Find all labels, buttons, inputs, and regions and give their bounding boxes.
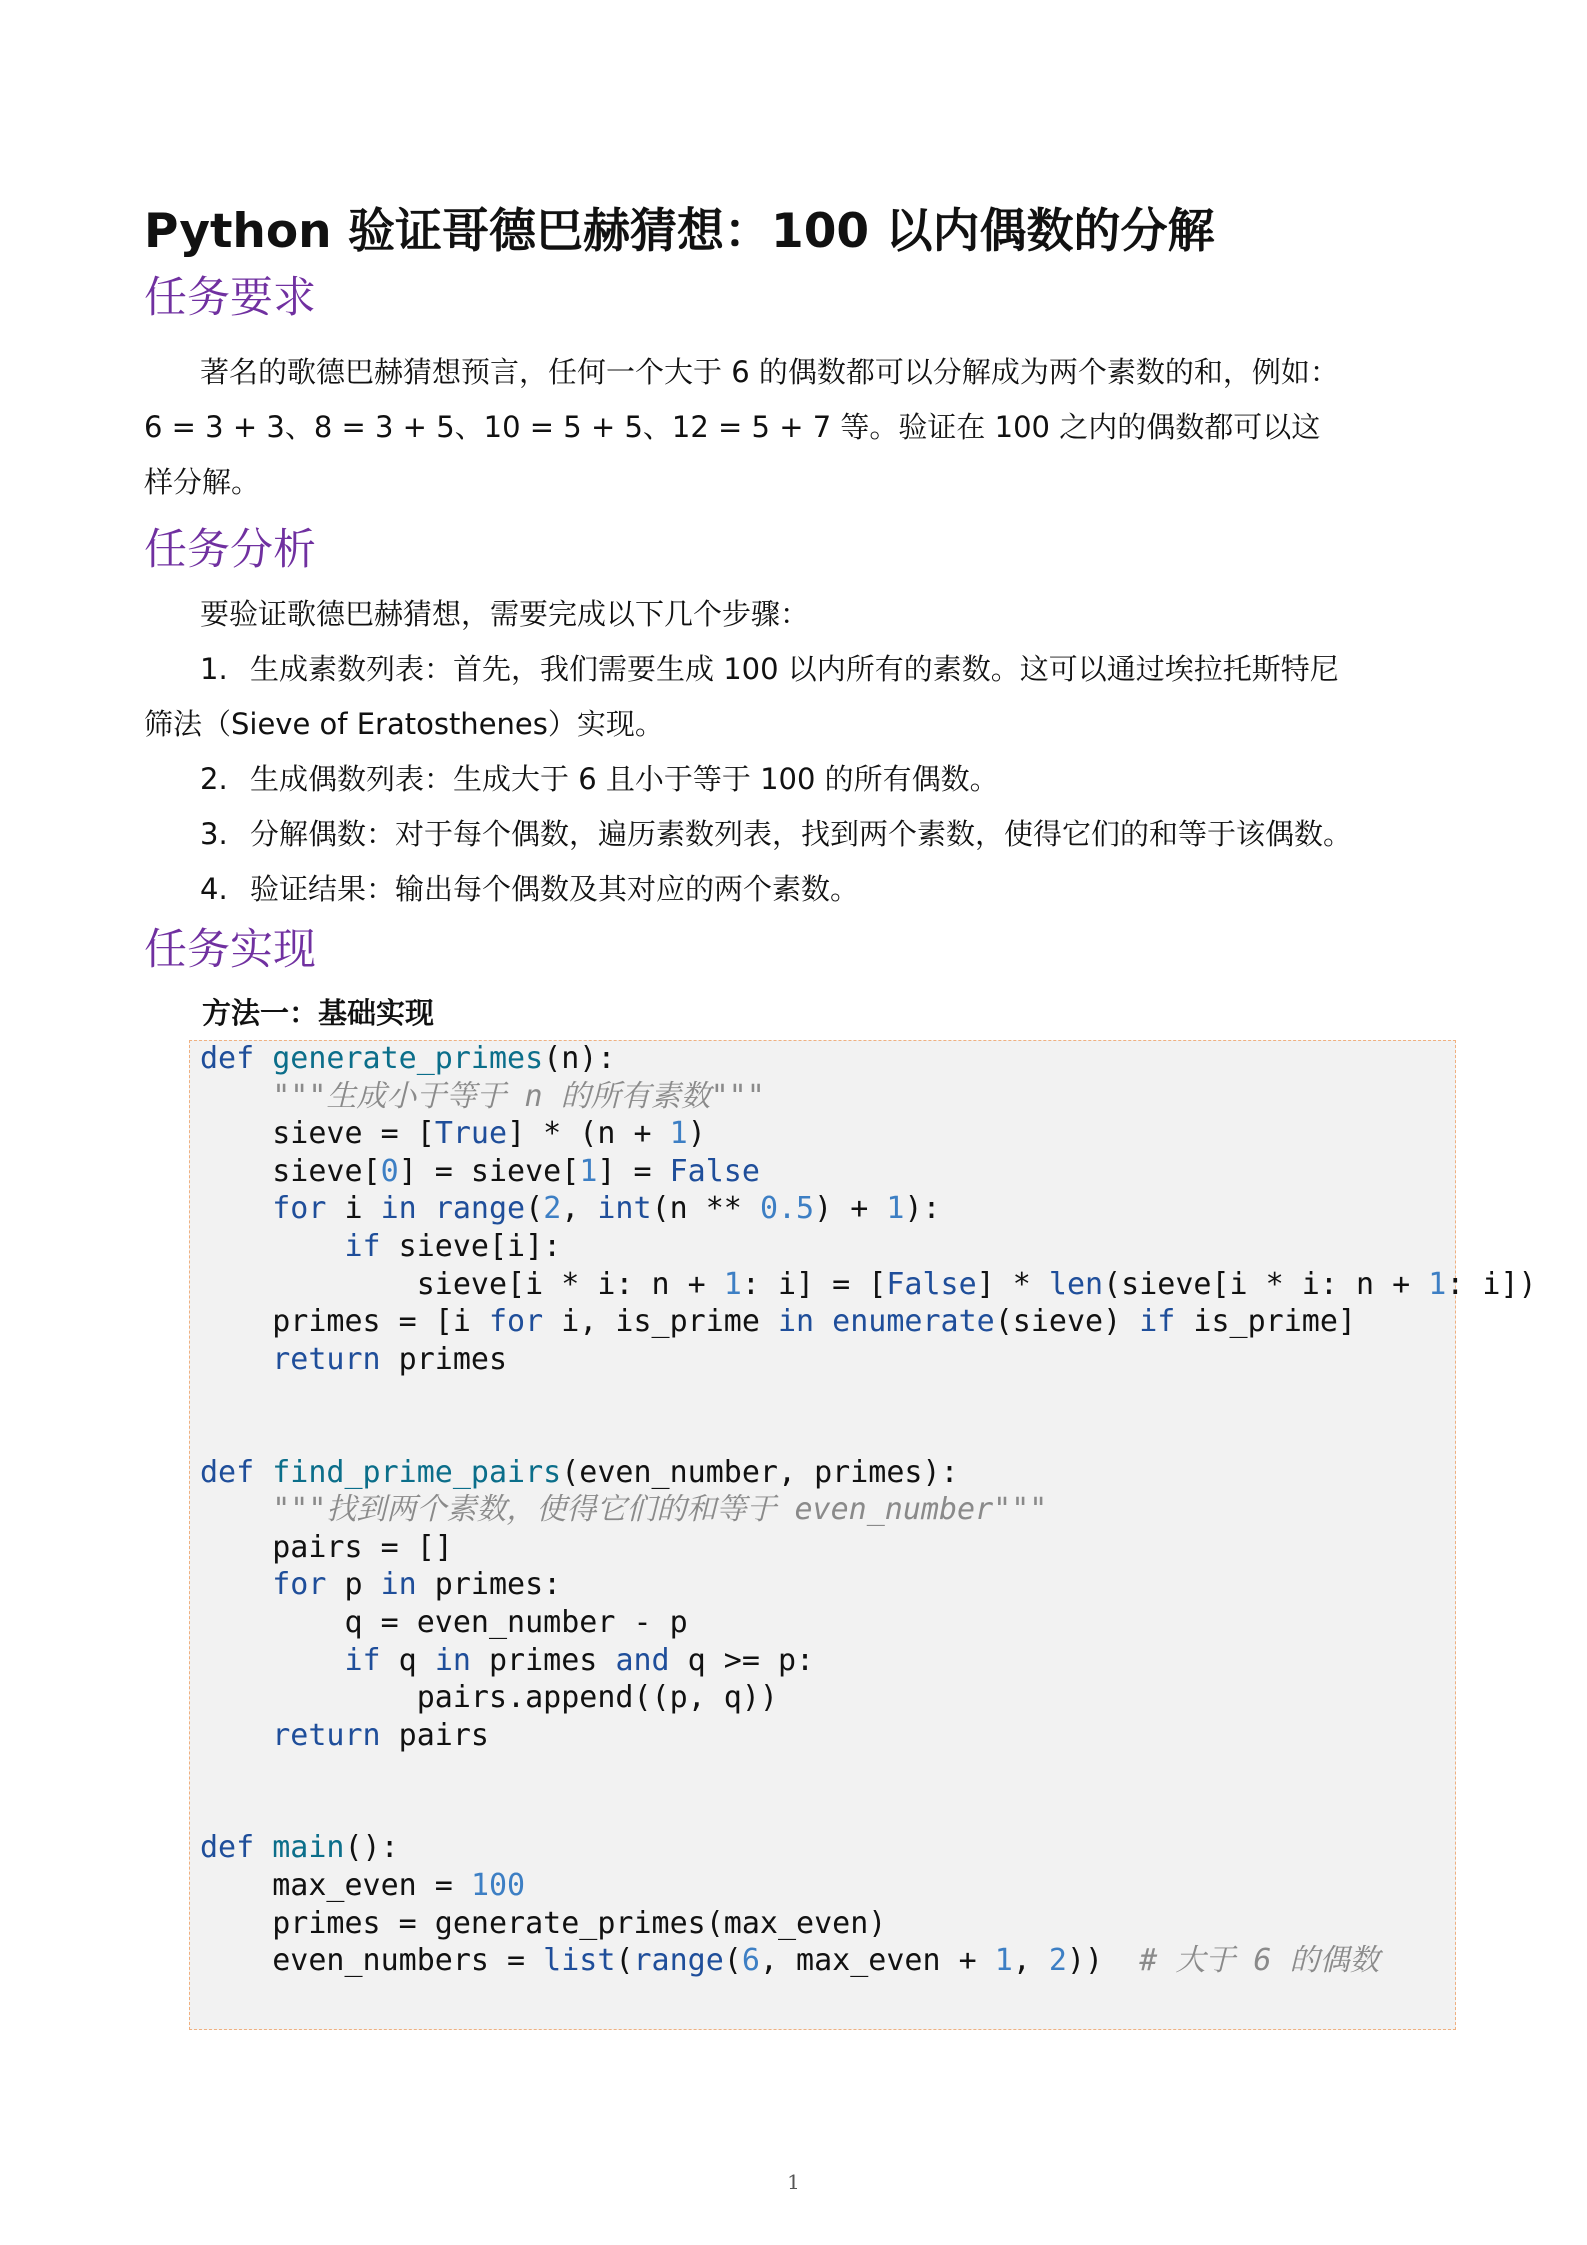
code-token: find_prime_pairs: [272, 1454, 562, 1490]
list-item-text: 生成偶数列表：生成大于 6 且小于等于 100 的所有偶数。: [250, 762, 999, 796]
code-token: def: [200, 1041, 255, 1076]
list-item-text: 分解偶数：对于每个偶数，遍历素数列表，找到两个素数，使得它们的和等于该偶数。: [250, 817, 1353, 851]
code-token: main: [272, 1830, 345, 1866]
code-token: enumerate: [832, 1304, 995, 1340]
code-token: True: [434, 1116, 508, 1152]
code-line: def find_prime_pairs(even_number, primes):: [200, 1454, 959, 1490]
code-line: [200, 1078, 1537, 1116]
analysis-intro-text: 要验证歌德巴赫猜想，需要完成以下几个步骤：: [200, 597, 810, 631]
requirements-line: 样分解。: [144, 465, 261, 499]
code-token: for: [488, 1304, 544, 1340]
code-line: max_even = 100: [200, 1868, 526, 1904]
code-token: 1: [579, 1153, 598, 1189]
code-token: 100: [470, 1868, 526, 1904]
requirements-paragraph: [144, 345, 1444, 510]
code-token: for: [272, 1191, 327, 1227]
code-line: pairs = []: [200, 1529, 453, 1565]
code-token: for: [272, 1567, 327, 1603]
code-token: int: [597, 1191, 652, 1227]
code-line: def main():: [200, 1830, 399, 1866]
code-token: if: [1139, 1304, 1176, 1340]
code-token: 1: [723, 1266, 742, 1302]
method-label: 方法一：基础实现: [202, 996, 435, 1030]
code-token: False: [886, 1266, 977, 1302]
list-item-text: 验证结果：输出每个偶数及其对应的两个素数。: [250, 872, 860, 906]
code-token: len: [1048, 1266, 1104, 1302]
list-item: [200, 642, 1339, 697]
code-token: in: [380, 1191, 417, 1227]
document-title: Python 验证哥德巴赫猜想：100 以内偶数的分解: [144, 204, 1215, 259]
requirements-line: 6 = 3 + 3、8 = 3 + 5、10 = 5 + 5、12 = 5 + 7 等。验证在 100 之内的偶数都可以这: [144, 410, 1321, 444]
code-line: if q in primes and q >= p:: [344, 1642, 815, 1678]
code-token: return: [272, 1717, 381, 1753]
list-item-continuation: [144, 697, 1444, 752]
code-token: range: [434, 1191, 526, 1227]
code-token: def: [200, 1454, 255, 1490]
code-token: in: [777, 1304, 815, 1340]
code-token: list: [543, 1943, 616, 1979]
list-item-number: 2.: [200, 762, 228, 796]
heading-implementation: 任务实现: [144, 925, 316, 975]
docstring: """找到两个素数，使得它们的和等于 even_number""": [272, 1492, 1048, 1528]
code-token: return: [272, 1341, 381, 1377]
heading-analysis: 任务分析: [144, 525, 316, 575]
requirements-line: 著名的歌德巴赫猜想预言，任何一个大于 6 的偶数都可以分解成为两个素数的和，例如：: [200, 355, 1339, 389]
code-line: return primes: [272, 1341, 508, 1377]
list-item-text: 生成素数列表：首先，我们需要生成 100 以内所有的素数。这可以通过埃拉托斯特尼: [250, 652, 1339, 686]
code-token: 1: [886, 1191, 905, 1227]
code-line: primes = generate_primes(max_even): [200, 1905, 887, 1941]
list-item: [200, 862, 859, 917]
code-line: q = even_number - p: [200, 1604, 688, 1640]
code-token: 0.5: [759, 1191, 815, 1227]
code-line: [200, 1378, 1537, 1416]
code-token: if: [344, 1642, 381, 1678]
code-token: 2: [543, 1191, 562, 1227]
code-token: if: [344, 1228, 381, 1264]
analysis-intro: [144, 587, 1444, 642]
code-token: in: [434, 1642, 471, 1678]
code-block: [200, 1040, 1537, 1980]
list-item: [200, 752, 999, 807]
code-line: sieve = [True] * (n + 1): [200, 1116, 706, 1152]
code-token: range: [633, 1943, 724, 1979]
code-line: even_numbers = list(range(6, max_even + 1, 2)) # 大于 6 的偶数: [200, 1943, 1380, 1979]
code-line: sieve[0] = sieve[1] = False: [200, 1153, 760, 1189]
code-token: def: [200, 1830, 255, 1866]
code-line: if sieve[i]:: [344, 1228, 562, 1264]
code-token: 2: [1048, 1943, 1067, 1979]
code-line: def generate_primes(n):: [200, 1041, 616, 1076]
code-token: 0: [380, 1153, 399, 1189]
code-line: [200, 1792, 1537, 1830]
code-line: for i in range(2, int(n ** 0.5) + 1):: [272, 1191, 941, 1227]
code-line: return pairs: [272, 1717, 489, 1753]
docstring: """生成小于等于 n 的所有素数""": [272, 1078, 765, 1114]
code-line: [200, 1416, 1537, 1454]
code-line: pairs.append((p, q)): [200, 1680, 778, 1716]
code-line: primes = [i for i, is_prime in enumerate(sieve) if is_prime]: [200, 1304, 1356, 1340]
code-token: and: [615, 1642, 670, 1678]
code-token: 1: [994, 1943, 1013, 1979]
page-number: 1: [787, 2170, 800, 2194]
code-line: sieve[i * i: n + 1: i] = [False] * len(sieve[i * i: n + 1: i]): [200, 1266, 1537, 1302]
heading-requirements: 任务要求: [144, 273, 316, 323]
list-item-number: 3.: [200, 817, 228, 851]
code-token: False: [669, 1153, 760, 1189]
code-line: [200, 1491, 1537, 1529]
code-comment: # 大于 6 的偶数: [1139, 1943, 1380, 1979]
list-item: [200, 807, 1352, 862]
code-token: generate_primes: [272, 1041, 544, 1076]
code-token: 1: [1428, 1266, 1447, 1302]
code-token: in: [380, 1567, 417, 1603]
code-token: 6: [741, 1943, 760, 1979]
code-token: 1: [669, 1116, 688, 1152]
code-line: for p in primes:: [272, 1567, 562, 1603]
list-item-number: 1.: [200, 652, 228, 686]
code-line: [200, 1754, 1537, 1792]
list-item-text: 筛法（Sieve of Eratosthenes）实现。: [144, 707, 664, 741]
list-item-number: 4.: [200, 872, 228, 906]
